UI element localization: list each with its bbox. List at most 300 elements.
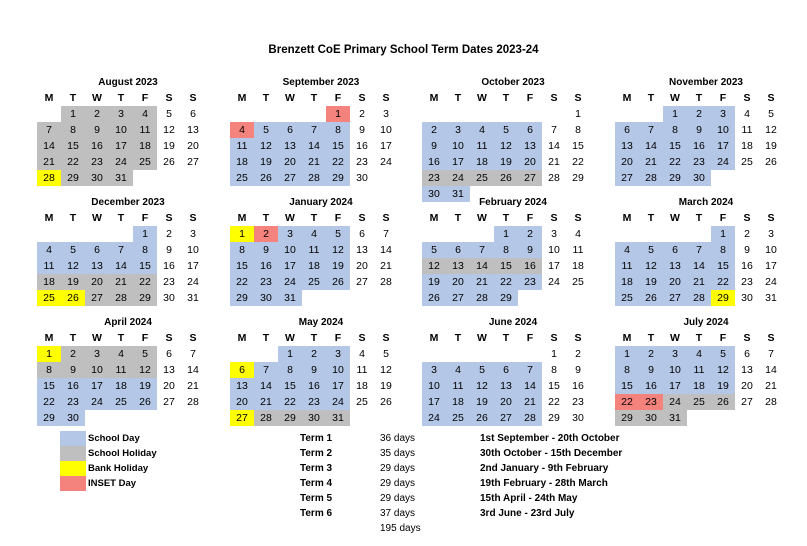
day-cell: 12 xyxy=(326,242,350,258)
day-cell: 29 xyxy=(615,410,639,426)
weekday-header: T xyxy=(310,212,318,224)
day-cell: 13 xyxy=(446,258,470,274)
day-cell: 14 xyxy=(302,138,326,154)
empty-cell xyxy=(422,106,446,122)
day-cell: 17 xyxy=(380,140,392,152)
term-row xyxy=(300,446,680,461)
weekday-header: T xyxy=(695,332,703,344)
day-cell: 31 xyxy=(326,410,350,426)
day-cell: 1 xyxy=(230,226,254,242)
day-cell: 13 xyxy=(187,124,199,136)
weekday-header: T xyxy=(647,92,655,104)
day-cell: 18 xyxy=(230,154,254,170)
day-cell: 19 xyxy=(422,274,446,290)
day-cell: 2 xyxy=(254,226,278,242)
day-cell: 7 xyxy=(190,348,196,360)
day-cell: 12 xyxy=(254,138,278,154)
day-cell: 26 xyxy=(639,290,663,306)
day-cell: 31 xyxy=(663,410,687,426)
day-cell: 8 xyxy=(133,242,157,258)
day-cell: 11 xyxy=(356,364,368,376)
day-cell: 15 xyxy=(572,140,584,152)
month-9 xyxy=(230,316,398,426)
day-cell: 23 xyxy=(85,154,109,170)
day-cell: 18 xyxy=(133,138,157,154)
day-cell: 19 xyxy=(326,258,350,274)
day-cell: 17 xyxy=(278,258,302,274)
day-cell: 16 xyxy=(85,138,109,154)
day-cell: 28 xyxy=(639,170,663,186)
legend-label: School Day xyxy=(88,433,140,444)
empty-cell xyxy=(615,106,639,122)
day-cell: 15 xyxy=(61,138,85,154)
empty-cell xyxy=(639,106,663,122)
weekday-header: T xyxy=(69,212,77,224)
day-cell: 17 xyxy=(765,260,777,272)
day-cell: 11 xyxy=(37,258,61,274)
day-cell: 7 xyxy=(768,348,774,360)
term-days: 29 days xyxy=(380,463,416,474)
day-cell: 23 xyxy=(687,154,711,170)
day-cell: 13 xyxy=(663,258,687,274)
day-cell: 28 xyxy=(254,410,278,426)
day-cell: 6 xyxy=(278,122,302,138)
day-cell: 9 xyxy=(254,242,278,258)
day-cell: 18 xyxy=(446,394,470,410)
day-cell: 14 xyxy=(548,140,560,152)
day-cell: 5 xyxy=(422,242,446,258)
day-cell: 29 xyxy=(572,172,584,184)
day-cell: 17 xyxy=(422,394,446,410)
day-cell: 14 xyxy=(518,378,542,394)
day-cell: 26 xyxy=(326,274,350,290)
day-cell: 2 xyxy=(85,106,109,122)
day-cell: 5 xyxy=(166,108,172,120)
day-cell: 12 xyxy=(765,124,777,136)
day-cell: 18 xyxy=(37,274,61,290)
empty-cell xyxy=(615,226,639,242)
day-cell: 10 xyxy=(446,138,470,154)
term-days: 29 days xyxy=(380,493,416,504)
day-cell: 15 xyxy=(326,138,350,154)
weekday-header: S xyxy=(574,332,582,344)
legend-item xyxy=(60,431,157,446)
day-cell: 29 xyxy=(278,410,302,426)
day-cell: 4 xyxy=(230,122,254,138)
day-cell: 20 xyxy=(663,274,687,290)
day-cell: 1 xyxy=(494,226,518,242)
day-cell: 3 xyxy=(190,228,196,240)
day-cell: 14 xyxy=(254,378,278,394)
day-cell: 17 xyxy=(446,154,470,170)
day-cell: 27 xyxy=(446,290,470,306)
day-cell: 6 xyxy=(359,228,365,240)
day-cell: 24 xyxy=(711,154,735,170)
day-cell: 7 xyxy=(383,228,389,240)
day-cell: 18 xyxy=(356,380,368,392)
legend-item xyxy=(60,476,157,491)
month-days xyxy=(422,330,590,426)
month-1 xyxy=(230,76,398,186)
day-cell: 21 xyxy=(380,260,392,272)
weekday-header: T xyxy=(502,92,510,104)
day-cell: 10 xyxy=(187,244,199,256)
day-cell: 2 xyxy=(744,228,750,240)
empty-cell xyxy=(446,106,470,122)
day-cell: 11 xyxy=(109,362,133,378)
day-cell: 15 xyxy=(615,378,639,394)
day-cell: 13 xyxy=(230,378,254,394)
day-cell: 24 xyxy=(765,276,777,288)
weekday-header: M xyxy=(622,212,632,224)
empty-cell xyxy=(542,106,566,122)
weekday-header: M xyxy=(44,212,54,224)
empty-cell xyxy=(470,346,494,362)
day-cell: 31 xyxy=(187,292,199,304)
day-cell: 6 xyxy=(744,348,750,360)
day-cell: 30 xyxy=(163,292,175,304)
day-cell: 2 xyxy=(518,226,542,242)
day-cell: 27 xyxy=(663,290,687,306)
day-cell: 25 xyxy=(572,276,584,288)
month-days xyxy=(230,330,398,426)
day-cell: 7 xyxy=(687,242,711,258)
month-title: October 2023 xyxy=(481,77,545,88)
legend-swatch xyxy=(60,461,86,476)
day-cell: 20 xyxy=(615,154,639,170)
day-cell: 17 xyxy=(663,378,687,394)
day-cell: 2 xyxy=(302,346,326,362)
day-cell: 25 xyxy=(230,170,254,186)
day-cell: 13 xyxy=(163,364,175,376)
day-cell: 29 xyxy=(711,290,735,306)
weekday-header: W xyxy=(477,212,487,224)
empty-cell xyxy=(470,226,494,242)
day-cell: 19 xyxy=(494,154,518,170)
day-cell: 31 xyxy=(278,290,302,306)
day-cell: 24 xyxy=(187,276,199,288)
day-cell: 9 xyxy=(575,364,581,376)
day-cell: 1 xyxy=(551,348,557,360)
month-title: January 2024 xyxy=(289,197,353,208)
weekday-header: T xyxy=(454,212,462,224)
day-cell: 5 xyxy=(133,346,157,362)
weekday-header: S xyxy=(189,212,197,224)
weekday-header: T xyxy=(647,332,655,344)
weekday-header: S xyxy=(165,92,173,104)
day-cell: 7 xyxy=(470,242,494,258)
month-days xyxy=(37,90,205,186)
day-cell: 25 xyxy=(37,290,61,306)
day-cell: 26 xyxy=(470,410,494,426)
day-cell: 16 xyxy=(61,378,85,394)
day-cell: 26 xyxy=(711,394,735,410)
month-11 xyxy=(615,316,783,426)
term-row xyxy=(300,491,680,506)
day-cell: 30 xyxy=(61,410,85,426)
day-cell: 14 xyxy=(470,258,494,274)
total-days: 195 days xyxy=(380,523,421,534)
day-cell: 24 xyxy=(380,156,392,168)
day-cell: 22 xyxy=(711,274,735,290)
day-cell: 21 xyxy=(37,154,61,170)
day-cell: 31 xyxy=(765,292,777,304)
empty-cell xyxy=(254,106,278,122)
day-cell: 17 xyxy=(326,378,350,394)
day-cell: 8 xyxy=(663,122,687,138)
empty-cell xyxy=(278,106,302,122)
weekday-header: F xyxy=(334,212,342,224)
day-cell: 17 xyxy=(187,260,199,272)
day-cell: 10 xyxy=(422,378,446,394)
day-cell: 25 xyxy=(446,410,470,426)
day-cell: 4 xyxy=(575,228,581,240)
weekday-header: F xyxy=(719,212,727,224)
day-cell: 3 xyxy=(551,228,557,240)
weekday-header: T xyxy=(262,332,270,344)
day-cell: 2 xyxy=(359,108,365,120)
day-cell: 9 xyxy=(359,124,365,136)
day-cell: 16 xyxy=(163,260,175,272)
day-cell: 23 xyxy=(518,274,542,290)
day-cell: 16 xyxy=(356,140,368,152)
day-cell: 18 xyxy=(741,140,753,152)
day-cell: 28 xyxy=(548,172,560,184)
day-cell: 11 xyxy=(470,138,494,154)
day-cell: 27 xyxy=(163,396,175,408)
weekday-header: S xyxy=(189,332,197,344)
day-cell: 9 xyxy=(302,362,326,378)
weekday-header: S xyxy=(550,92,558,104)
term-table xyxy=(300,431,680,536)
day-cell: 12 xyxy=(494,138,518,154)
day-cell: 12 xyxy=(163,124,175,136)
term-dates: 30th October - 15th December xyxy=(480,448,623,459)
day-cell: 30 xyxy=(356,172,368,184)
day-cell: 4 xyxy=(615,242,639,258)
term-dates: 1st September - 20th October xyxy=(480,433,620,444)
month-title: July 2024 xyxy=(683,317,729,328)
day-cell: 29 xyxy=(548,412,560,424)
empty-cell xyxy=(663,226,687,242)
weekday-header: S xyxy=(574,212,582,224)
weekday-header: T xyxy=(695,92,703,104)
weekday-header: T xyxy=(69,92,77,104)
day-cell: 14 xyxy=(187,364,199,376)
day-cell: 12 xyxy=(639,258,663,274)
day-cell: 8 xyxy=(551,364,557,376)
weekday-header: S xyxy=(743,332,751,344)
day-cell: 19 xyxy=(765,140,777,152)
day-cell: 13 xyxy=(518,138,542,154)
day-cell: 18 xyxy=(470,154,494,170)
day-cell: 3 xyxy=(109,106,133,122)
day-cell: 13 xyxy=(741,364,753,376)
weekday-header: F xyxy=(141,92,149,104)
term-days: 37 days xyxy=(380,508,416,519)
weekday-header: T xyxy=(695,212,703,224)
month-7 xyxy=(615,196,783,306)
day-cell: 24 xyxy=(278,274,302,290)
weekday-header: T xyxy=(117,332,125,344)
term-row xyxy=(300,506,680,521)
day-cell: 22 xyxy=(326,154,350,170)
empty-cell xyxy=(230,106,254,122)
day-cell: 19 xyxy=(61,274,85,290)
weekday-header: W xyxy=(670,332,680,344)
day-cell: 17 xyxy=(109,138,133,154)
day-cell: 27 xyxy=(187,156,199,168)
empty-cell xyxy=(37,226,61,242)
weekday-header: S xyxy=(767,332,775,344)
day-cell: 13 xyxy=(85,258,109,274)
day-cell: 18 xyxy=(302,258,326,274)
day-cell: 14 xyxy=(639,138,663,154)
day-cell: 2 xyxy=(639,346,663,362)
day-cell: 5 xyxy=(61,242,85,258)
day-cell: 6 xyxy=(494,362,518,378)
term-name: Term 6 xyxy=(300,508,333,519)
weekday-header: W xyxy=(670,92,680,104)
day-cell: 21 xyxy=(109,274,133,290)
day-cell: 1 xyxy=(615,346,639,362)
day-cell: 16 xyxy=(572,380,584,392)
month-days xyxy=(422,90,590,202)
day-cell: 15 xyxy=(711,258,735,274)
day-cell: 11 xyxy=(572,244,584,256)
day-cell: 16 xyxy=(687,138,711,154)
term-dates: 3rd June - 23rd July xyxy=(480,508,575,519)
weekday-header: S xyxy=(358,332,366,344)
month-title: May 2024 xyxy=(298,317,344,328)
weekday-header: S xyxy=(574,92,582,104)
day-cell: 4 xyxy=(109,346,133,362)
day-cell: 22 xyxy=(37,394,61,410)
day-cell: 19 xyxy=(380,380,392,392)
day-cell: 19 xyxy=(254,154,278,170)
month-title: December 2023 xyxy=(91,197,165,208)
day-cell: 5 xyxy=(711,346,735,362)
day-cell: 16 xyxy=(422,154,446,170)
day-cell: 27 xyxy=(356,276,368,288)
weekday-header: T xyxy=(647,212,655,224)
day-cell: 13 xyxy=(494,378,518,394)
day-cell: 1 xyxy=(37,346,61,362)
day-cell: 27 xyxy=(615,170,639,186)
day-cell: 28 xyxy=(37,170,61,186)
day-cell: 8 xyxy=(326,122,350,138)
day-cell: 23 xyxy=(356,156,368,168)
month-title: February 2024 xyxy=(479,197,547,208)
day-cell: 23 xyxy=(639,394,663,410)
empty-cell xyxy=(446,226,470,242)
day-cell: 14 xyxy=(109,258,133,274)
day-cell: 9 xyxy=(166,244,172,256)
month-days xyxy=(615,210,783,306)
empty-cell xyxy=(422,226,446,242)
weekday-header: M xyxy=(237,212,247,224)
legend-label: School Holiday xyxy=(88,448,157,459)
day-cell: 28 xyxy=(380,276,392,288)
day-cell: 24 xyxy=(109,154,133,170)
day-cell: 4 xyxy=(37,242,61,258)
day-cell: 7 xyxy=(639,122,663,138)
day-cell: 15 xyxy=(494,258,518,274)
day-cell: 22 xyxy=(663,154,687,170)
day-cell: 22 xyxy=(61,154,85,170)
day-cell: 30 xyxy=(687,170,711,186)
weekday-header: S xyxy=(165,212,173,224)
day-cell: 5 xyxy=(254,122,278,138)
empty-cell xyxy=(494,106,518,122)
day-cell: 11 xyxy=(687,362,711,378)
day-cell: 26 xyxy=(163,156,175,168)
empty-cell xyxy=(518,346,542,362)
day-cell: 23 xyxy=(163,276,175,288)
day-cell: 20 xyxy=(356,260,368,272)
weekday-header: F xyxy=(141,332,149,344)
day-cell: 21 xyxy=(187,380,199,392)
day-cell: 5 xyxy=(470,362,494,378)
day-cell: 9 xyxy=(422,138,446,154)
day-cell: 14 xyxy=(687,258,711,274)
weekday-header: W xyxy=(92,332,102,344)
weekday-header: F xyxy=(334,332,342,344)
day-cell: 14 xyxy=(765,364,777,376)
day-cell: 4 xyxy=(470,122,494,138)
weekday-header: S xyxy=(382,212,390,224)
day-cell: 10 xyxy=(109,122,133,138)
day-cell: 10 xyxy=(663,362,687,378)
month-title: March 2024 xyxy=(678,197,734,208)
day-cell: 3 xyxy=(663,346,687,362)
day-cell: 25 xyxy=(615,290,639,306)
day-cell: 26 xyxy=(422,290,446,306)
weekday-header: W xyxy=(285,212,295,224)
weekday-header: W xyxy=(477,332,487,344)
day-cell: 11 xyxy=(615,258,639,274)
weekday-header: W xyxy=(285,332,295,344)
day-cell: 1 xyxy=(326,106,350,122)
day-cell: 10 xyxy=(326,362,350,378)
day-cell: 15 xyxy=(133,258,157,274)
day-cell: 4 xyxy=(744,108,750,120)
day-cell: 16 xyxy=(254,258,278,274)
day-cell: 27 xyxy=(230,410,254,426)
day-cell: 22 xyxy=(615,394,639,410)
month-title: June 2024 xyxy=(488,317,538,328)
month-days xyxy=(230,210,398,306)
day-cell: 7 xyxy=(302,122,326,138)
day-cell: 31 xyxy=(446,186,470,202)
weekday-header: T xyxy=(117,212,125,224)
month-title: August 2023 xyxy=(98,77,158,88)
day-cell: 26 xyxy=(765,156,777,168)
day-cell: 16 xyxy=(518,258,542,274)
month-title: September 2023 xyxy=(282,77,360,88)
term-days: 35 days xyxy=(380,448,416,459)
day-cell: 6 xyxy=(518,122,542,138)
day-cell: 5 xyxy=(768,108,774,120)
weekday-header: M xyxy=(237,92,247,104)
day-cell: 30 xyxy=(639,410,663,426)
day-cell: 26 xyxy=(254,170,278,186)
weekday-header: F xyxy=(334,92,342,104)
weekday-header: M xyxy=(429,212,439,224)
month-8 xyxy=(37,316,205,426)
day-cell: 12 xyxy=(711,362,735,378)
day-cell: 3 xyxy=(383,108,389,120)
